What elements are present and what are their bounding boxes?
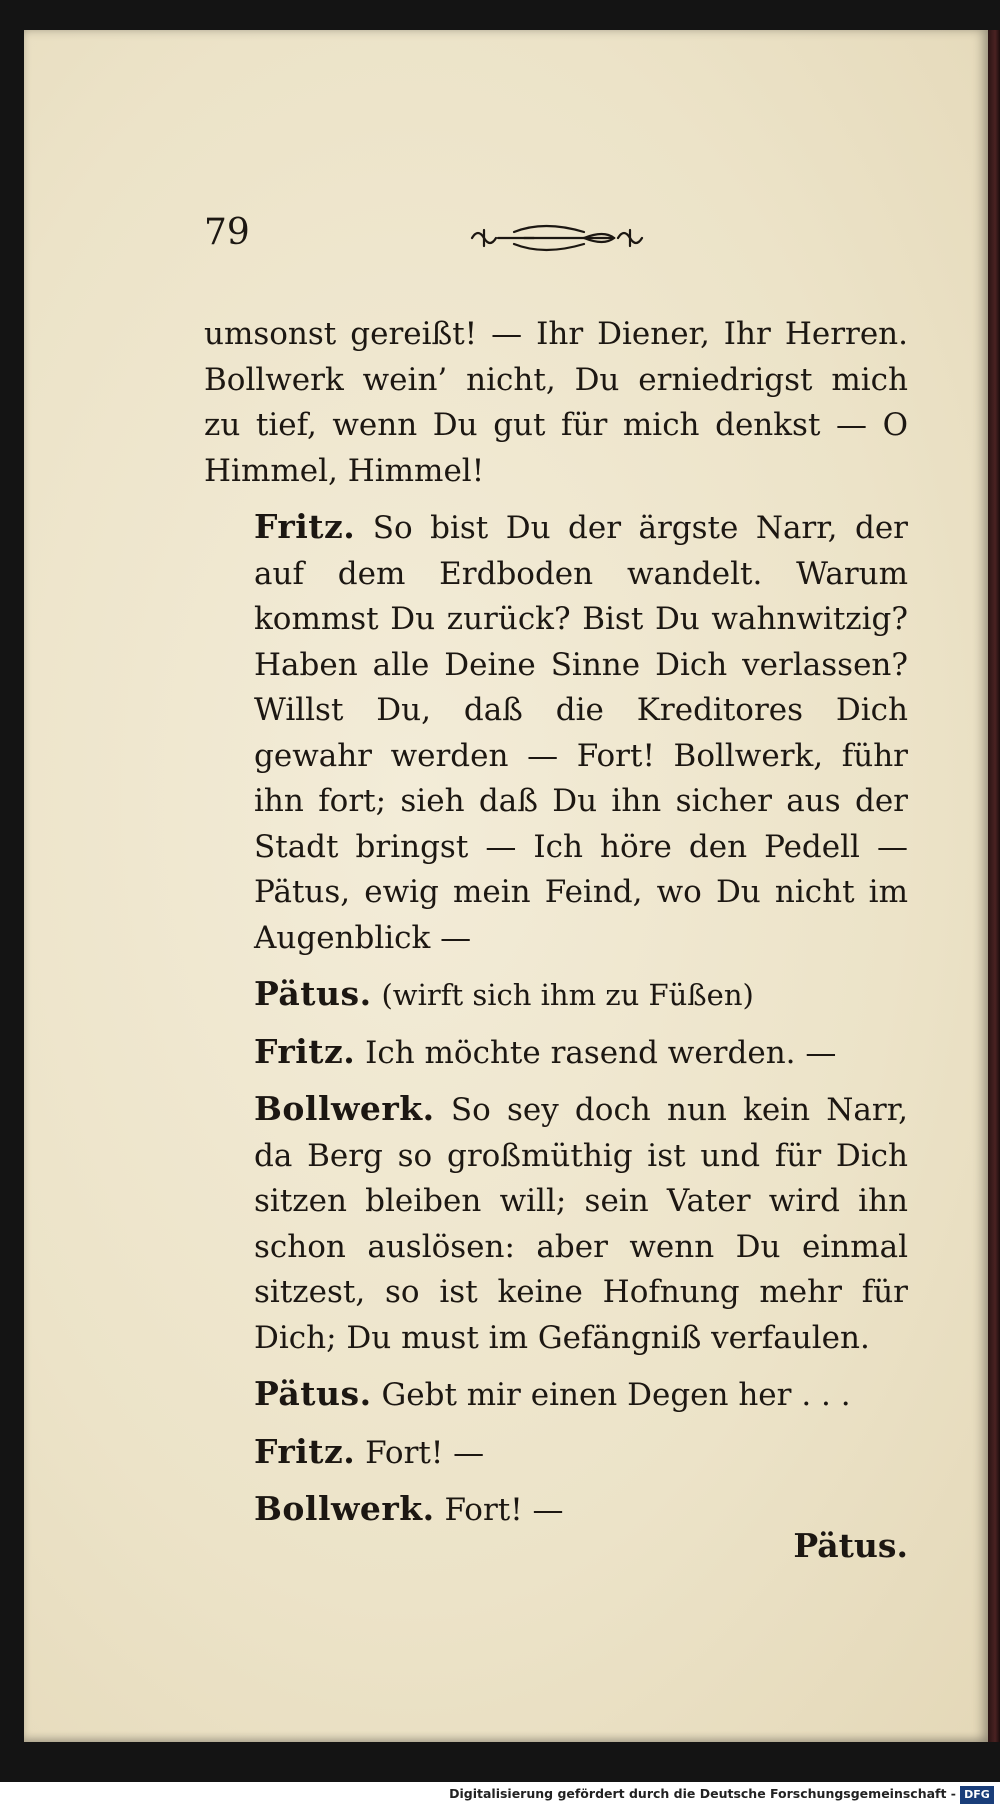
catchword: Pätus. — [793, 1526, 908, 1565]
text-block — [204, 310, 908, 1544]
paragraph-text: Fort! — — [444, 1492, 564, 1528]
paragraph-text: Gebt mir einen Degen her . . . — [381, 1377, 851, 1413]
paragraph — [204, 504, 908, 961]
footer-credit: Digitalisierung gefördert durch die Deutsche Forschungsgemeinschaft - — [449, 1786, 956, 1801]
ornament-icon — [464, 218, 650, 258]
paragraph — [204, 1086, 908, 1361]
book-page — [24, 30, 988, 1742]
paragraph — [204, 971, 908, 1019]
page-number: 79 — [204, 212, 250, 253]
speaker-name: Fritz. — [254, 507, 356, 546]
paragraph — [204, 310, 908, 494]
footer-bar — [0, 1782, 1000, 1808]
speaker-name: Bollwerk. — [254, 1489, 435, 1528]
paragraph — [204, 1429, 908, 1477]
speaker-name: Fritz. — [254, 1431, 356, 1471]
speaker-name: Pätus. — [254, 974, 372, 1013]
paragraph-text: Ich möchte rasend werden. — — [365, 1034, 837, 1071]
page-edge — [988, 30, 1000, 1742]
stage-direction: (wirft sich ihm zu Füßen) — [381, 978, 754, 1012]
paragraph-text: So sey doch nun kein Narr, da Berg so großmüthig ist und für Dich sitzen bleiben will; sein Vater wird ihn schon auslösen: aber wenn Du einmal sitzest, so ist keine Hofnung mehr für Dich; Du must im Gefängniß verfaulen. — [254, 1092, 908, 1356]
paragraph-text: Fort! — — [365, 1434, 485, 1471]
dfg-logo: DFG — [960, 1786, 994, 1804]
speaker-name: Fritz. — [254, 1031, 356, 1071]
paragraph-text: umsonst gereißt! — Ihr Diener, Ihr Herren. Bollwerk wein’ nicht, Du erniedrigst mich zu tief, wenn Du gut für mich denkst — O Himmel, Himmel! — [204, 316, 908, 489]
paragraph — [204, 1029, 908, 1077]
speaker-name: Bollwerk. — [254, 1089, 435, 1128]
speaker-name: Pätus. — [254, 1374, 372, 1413]
paragraph-text: So bist Du der ärgste Narr, der auf dem Erdboden wandelt. Warum kommst Du zurück? Bist Du wahnwitzig? Haben alle Deine Sinne Dich verlassen? Willst Du, daß die Kreditores Dich gewahr werden — Fort! Bollwerk, führ ihn fort; sieh daß Du ihn sicher aus der Stadt bringst — Ich höre den Pedell — Pätus, ewig mein Feind, wo Du nicht im Augenblick — — [254, 510, 908, 956]
paragraph — [204, 1371, 908, 1419]
